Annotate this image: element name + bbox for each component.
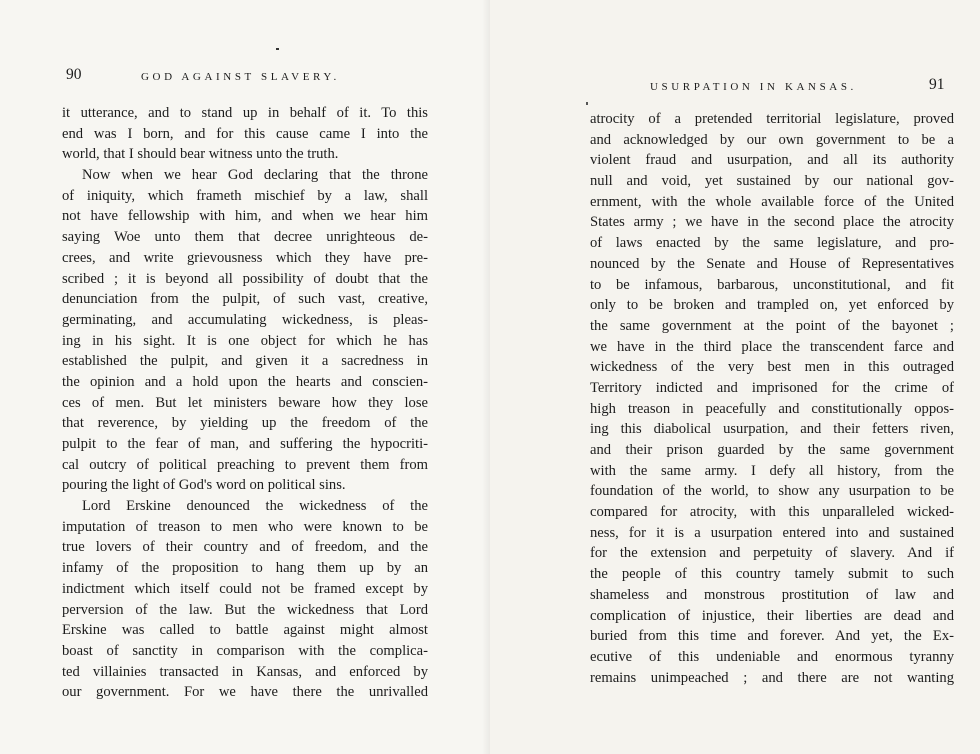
text-line: ernment, with the whole available force of the United xyxy=(590,193,954,210)
text-line: cal outcry of political preaching to prevent them from xyxy=(62,456,428,473)
text-line: shameless and monstrous prostitution of law and xyxy=(590,586,954,603)
text-line: foundation of the world, to show any usurpation to be xyxy=(590,483,954,500)
text-line: boast of sanctity in comparison with the complica- xyxy=(62,642,428,659)
right-page-number: 91 xyxy=(929,76,945,93)
text-line: infamy of the proposition to hang them up by an xyxy=(62,560,428,577)
text-line: to be infamous, barbarous, unconstitutional, and fit xyxy=(590,276,954,293)
text-line: pulpit to the fear of man, and suffering the hypocriti- xyxy=(62,436,428,452)
text-line: germinating, and accumulating wickedness, is pleas- xyxy=(62,311,428,328)
text-line: Lord Erskine denounced the wickedness of the xyxy=(82,498,428,515)
right-page xyxy=(490,0,980,754)
text-line: remains unimpeached ; and there are not wanting xyxy=(590,669,954,686)
text-line: established the pulpit, and given it a sacredness in xyxy=(62,353,428,370)
text-line: world, that I should bear witness unto the truth. xyxy=(62,146,339,163)
text-line: wickedness of the very best men in this outraged xyxy=(590,359,954,376)
text-line: buried from this time and forever. And yet, the Ex- xyxy=(590,628,954,645)
text-line: not have fellowship with him, and when we hear him xyxy=(62,208,428,225)
text-line: crees, and write grievousness which they have pre- xyxy=(62,249,428,266)
text-line: of laws enacted by the same legislature, and pro- xyxy=(590,235,954,252)
text-line: high treason in peacefully and constitutionally oppos- xyxy=(590,400,954,417)
text-line: ing in his sight. It is one object for which he has xyxy=(62,332,428,349)
left-page-number: 90 xyxy=(66,66,82,83)
text-line: with the same army. I defy all history, from the xyxy=(590,462,954,479)
text-line: ing this diabolical usurpation, and their fetters riven, xyxy=(590,421,954,438)
text-line: denunciation from the pulpit, of such vast, creative, xyxy=(62,291,428,308)
text-line: perversion of the law. But the wickedness that Lord xyxy=(62,601,428,618)
print-speck xyxy=(276,48,279,50)
text-line: ness, for it is a usurpation entered into and sustained xyxy=(590,524,954,541)
text-line: Now when we hear God declaring that the throne xyxy=(82,167,428,184)
right-running-head: USURPATION IN KANSAS. xyxy=(650,81,857,93)
left-page-text xyxy=(62,103,428,703)
text-line: end was I born, and for this cause came I into the xyxy=(62,125,428,142)
text-line: ecutive of this undeniable and enormous tyranny xyxy=(590,648,954,665)
text-line: our government. For we have there the unrivalled xyxy=(62,684,428,701)
text-line: null and void, yet sustained by our national gov- xyxy=(590,173,954,190)
text-line: complication of injustice, their liberties are dead and xyxy=(590,607,954,624)
text-line: nounced by the Senate and House of Representatives xyxy=(590,255,954,272)
text-line: of iniquity, which frameth mischief by a law, shall xyxy=(62,187,428,204)
text-line: that reverence, by yielding up the freedom of the xyxy=(62,415,428,432)
text-line: and their prison guarded by the same government xyxy=(590,442,954,458)
text-line: ted villainies transacted in Kansas, and enforced by xyxy=(62,663,428,680)
text-line: true lovers of their country and of freedom, and the xyxy=(62,539,428,556)
right-page-text xyxy=(590,109,954,688)
text-line: saying Woe unto them that decree unrighteous de- xyxy=(62,229,428,246)
text-line: we have in the third place the transcendent farce and xyxy=(590,338,954,355)
text-line: scribed ; it is beyond all possibility of doubt that the xyxy=(62,270,428,287)
text-line: atrocity of a pretended territorial legislature, proved xyxy=(590,111,954,127)
text-line: only to be broken and trampled on, yet enforced by xyxy=(590,297,954,314)
text-line: indictment which itself could not be framed except by xyxy=(62,580,428,597)
text-line: the people of this country tamely submit to such xyxy=(590,566,954,583)
text-line: the opinion and a hold upon the hearts and conscien- xyxy=(62,373,428,390)
text-line: pouring the light of God's word on political sins. xyxy=(62,477,346,494)
text-line: Territory indicted and imprisoned for the crime of xyxy=(590,379,954,396)
text-line: violent fraud and usurpation, and all its authority xyxy=(590,152,954,169)
text-line: States army ; we have in the second place the atrocity xyxy=(590,214,954,231)
text-line: imputation of treason to men who were known to be xyxy=(62,518,428,535)
text-line: Erskine was called to battle against might almost xyxy=(62,622,428,639)
text-line: for the extension and perpetuity of slavery. And if xyxy=(590,545,954,562)
text-line: compared for atrocity, with this unparalleled wicked- xyxy=(590,504,954,521)
text-line: it utterance, and to stand up in behalf of it. To this xyxy=(62,105,428,121)
text-line: ces of men. But let ministers beware how they lose xyxy=(62,394,428,411)
left-running-head: GOD AGAINST SLAVERY. xyxy=(141,71,340,83)
text-line: and acknowledged by our own government to be a xyxy=(590,131,954,148)
print-speck xyxy=(586,102,588,105)
text-line: the same government at the point of the bayonet ; xyxy=(590,317,954,334)
